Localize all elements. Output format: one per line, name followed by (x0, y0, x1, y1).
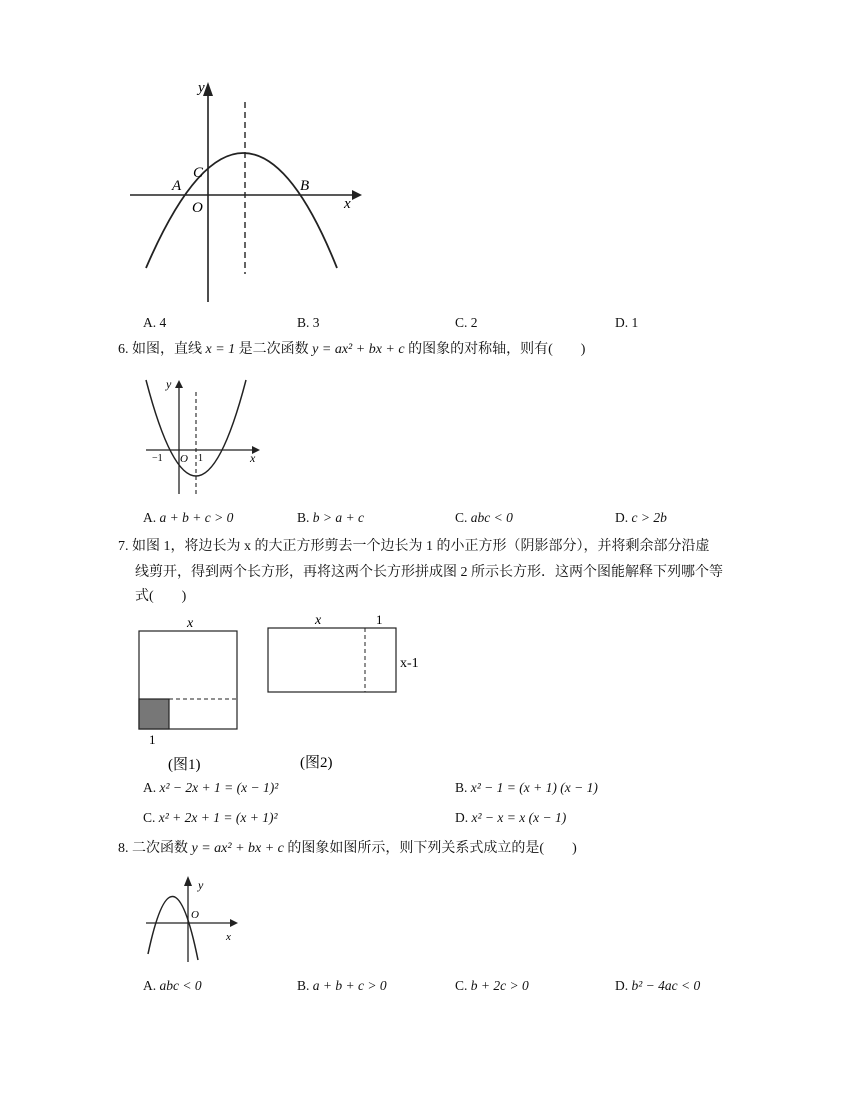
q6-y-label: y (166, 377, 172, 391)
q6-option-a[interactable]: A. a + b + c > 0 (143, 510, 234, 525)
q6-math-function: y = ax² + bx + c (312, 342, 405, 357)
q7-fig2-one-label: 1 (376, 612, 383, 627)
q8-option-a[interactable]: A. abc < 0 (143, 978, 202, 993)
q6-option-b[interactable]: B. b > a + c (297, 510, 364, 525)
q7-fig2-x-label: x (315, 613, 322, 628)
q6-tick-1: 1 (198, 453, 203, 464)
q7-question-line-3: 式( ) (135, 589, 187, 604)
q7-option-d[interactable]: D. x² − x = x (x − 1) (455, 810, 567, 825)
q7-question-line-2: 线剪开，得到两个长方形，再将这两个长方形拼成图 2 所示长方形．这两个图能解释下列哪个等 (135, 565, 723, 580)
q8-parabola-figure (140, 872, 250, 967)
q5-point-c: C (193, 165, 204, 181)
q7-fig1-caption: (图1) (168, 757, 201, 773)
q6-option-d[interactable]: D. c > 2b (615, 510, 667, 525)
q7-fig2-caption: (图2) (300, 755, 333, 771)
q5-option-d[interactable]: D. 1 (615, 315, 639, 330)
q6-tick-neg1: −1 (152, 453, 163, 464)
q6-question: 6. 如图，直线 x = 1 是二次函数 y = ax² + bx + c 的图象的对称轴，则有( ) (118, 342, 586, 357)
q7-figure-2 (260, 612, 430, 776)
q7-fig2-side-label: x-1 (400, 656, 419, 671)
q5-option-a[interactable]: A. 4 (143, 315, 167, 330)
q8-question: 8. 二次函数 y = ax² + bx + c 的图象如图所示，则下列关系式成立的是( ) (118, 841, 577, 856)
q5-y-label: y (198, 80, 205, 96)
q5-option-b[interactable]: B. 3 (297, 315, 320, 330)
q5-point-a: A (172, 178, 182, 194)
q5-parabola-figure (130, 78, 370, 306)
q7-option-c[interactable]: C. x² + 2x + 1 = (x + 1)² (143, 810, 278, 825)
q6-x-label: x (250, 451, 256, 465)
q7-option-a[interactable]: A. x² − 2x + 1 = (x − 1)² (143, 780, 279, 795)
q8-y-label: y (198, 878, 204, 892)
q8-origin: O (191, 909, 199, 921)
q7-option-b[interactable]: B. x² − 1 = (x + 1) (x − 1) (455, 780, 598, 795)
q5-x-label: x (344, 196, 351, 212)
q8-x-label: x (226, 931, 231, 943)
q5-point-b: B (300, 178, 310, 194)
q7-fig1-x-label: x (187, 616, 194, 631)
q5-option-c[interactable]: C. 2 (455, 315, 478, 330)
q8-option-d[interactable]: D. b² − 4ac < 0 (615, 978, 701, 993)
q6-math-line: x = 1 (205, 342, 236, 357)
q7-question-line-1: 7. 如图 1，将边长为 x 的大正方形剪去一个边长为 1 的小正方形（阴影部分），并将剩余部分沿虚 (118, 539, 710, 554)
q8-option-c[interactable]: C. b + 2c > 0 (455, 978, 529, 993)
q6-parabola-figure (140, 374, 270, 499)
q6-option-c[interactable]: C. abc < 0 (455, 510, 513, 525)
q5-origin: O (192, 200, 203, 216)
q8-math-function: y = ax² + bx + c (191, 841, 284, 856)
q7-fig1-one-label: 1 (149, 732, 156, 747)
q7-figure-1 (130, 612, 250, 776)
q8-option-b[interactable]: B. a + b + c > 0 (297, 978, 387, 993)
q6-origin: O (180, 453, 188, 465)
